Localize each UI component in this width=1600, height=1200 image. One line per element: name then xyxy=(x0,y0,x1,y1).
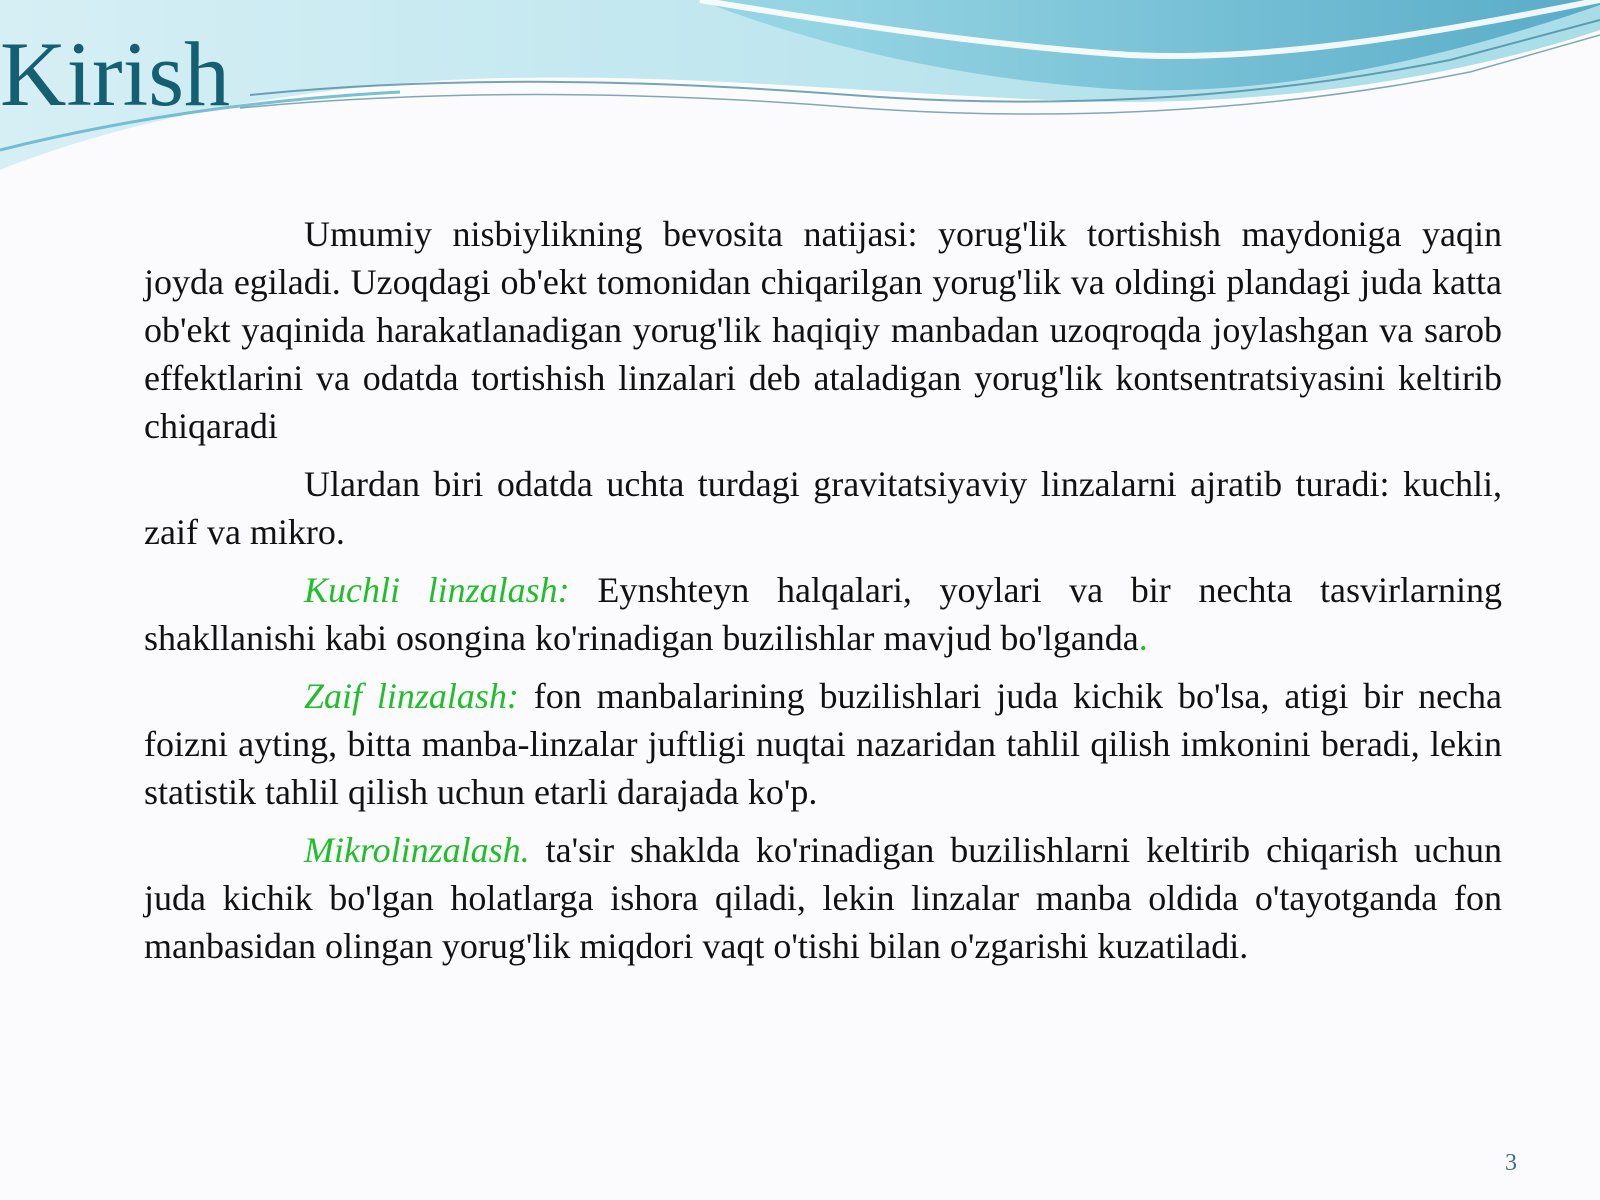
paragraph-weak-lensing xyxy=(144,672,1502,816)
decorative-wave-header xyxy=(0,0,1600,200)
paragraph-intro-text: Umumiy nisbiylikning bevosita natijasi: yorug'lik tortishish maydoniga yaqin joyda egiladi. Uzoqdagi ob'ekt tomonidan chiqarilgan yorug'lik va oldingi plandagi juda katta ob'ekt yaqinida harakatlanadigan yorug'lik haqiqiy manbadan uzoqroqda joylashgan va sarob effektlarini va odatda tortishish linzalari deb ataladigan yorug'lik kontsentratsiyasini keltirib chiqaradi xyxy=(144,214,1502,446)
paragraph-weak-lensing-text: fon manbalarining buzilishlari juda kichik bo'lsa, atigi bir necha foizni ayting, bitta manba-linzalar juftligi nuqtai nazaridan tahlil qilish imkonini beradi, lekin statistik tahlil qilish uchun etarli darajada ko'p. xyxy=(144,676,1503,812)
term-strong-lensing: Kuchli linzalash: xyxy=(304,570,570,610)
paragraph-strong-lensing-text: Eynshteyn halqalari, yoylari va bir nechta tasvirlarning shakllanishi kabi osongina ko'rinadigan buzilishlar mavjud bo'lganda xyxy=(144,570,1502,658)
slide-title: Kirish xyxy=(0,23,230,125)
paragraph-microlensing xyxy=(144,826,1502,970)
page-number: 3 xyxy=(1505,1150,1517,1176)
term-microlensing: Mikrolinzalash. xyxy=(304,830,530,870)
paragraph-intro xyxy=(144,210,1502,450)
paragraph-microlensing-text: ta'sir shaklda ko'rinadigan buzilishlarni keltirib chiqarish uchun juda kichik bo'lgan holatlarga ishora qiladi, lekin linzalar manba oldida o'tayotganda fon manbasidan olingan yorug'lik miqdori vaqt o'tishi bilan o'zgarishi kuzatiladi. xyxy=(144,830,1502,966)
term-weak-lensing: Zaif linzalash: xyxy=(304,676,519,716)
slide-body xyxy=(144,210,1502,980)
paragraph-lens-types xyxy=(144,460,1502,556)
paragraph-strong-lensing-end: . xyxy=(1138,618,1148,658)
paragraph-lens-types-text: Ulardan biri odatda uchta turdagi gravitatsiyaviy linzalarni ajratib turadi: kuchli, zaif va mikro. xyxy=(144,464,1502,552)
paragraph-strong-lensing xyxy=(144,566,1502,662)
